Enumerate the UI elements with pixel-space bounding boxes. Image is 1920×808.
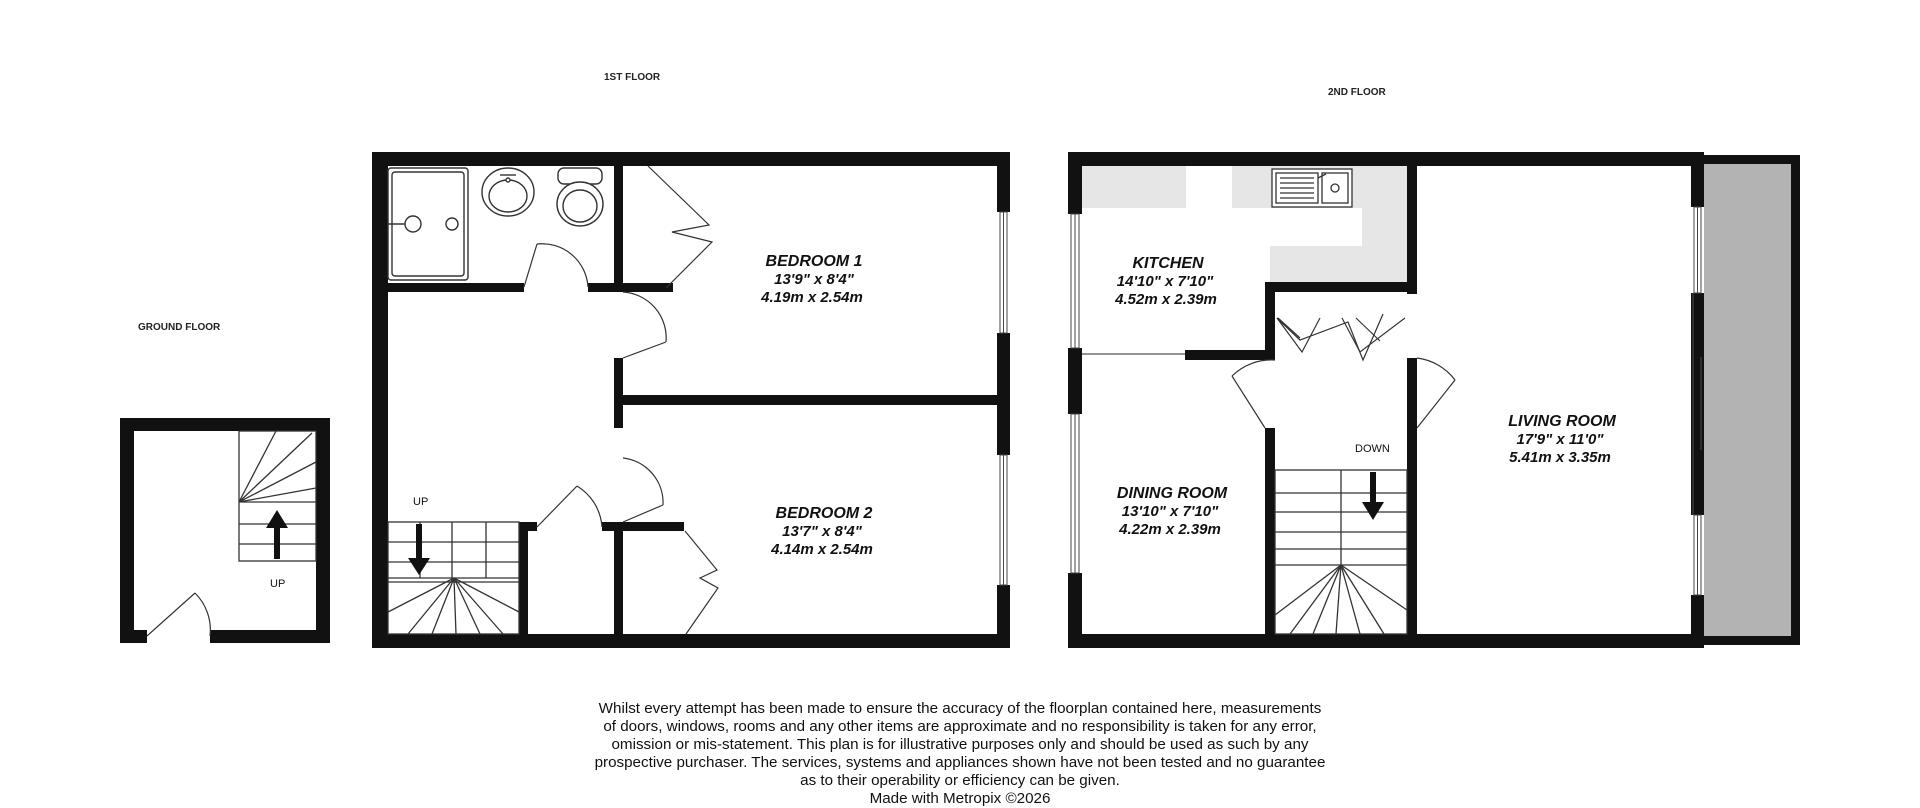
first-floor-stair-label: UP [413,496,429,508]
disclaimer-line: prospective purchaser. The services, systems and appliances shown have not been tested and no guarantee [594,754,1326,771]
disclaimer-line: as to their operability or efficiency can be given. [800,772,1120,789]
living-room-label [1508,413,1616,466]
kitchen-imperial: 14'10" x 7'10" [1116,273,1214,290]
disclaimer-line: of doors, windows, rooms and any other items are approximate and no responsibility is taken for any error, [603,718,1317,735]
bedroom-2-label [770,505,873,558]
living-room-name: LIVING ROOM [1508,413,1616,430]
dining-room-label [1117,485,1228,538]
dining-room-name: DINING ROOM [1116,485,1228,502]
dining-room-imperial: 13'10" x 7'10" [1121,503,1219,520]
ground-stair-up-arrow-icon [266,510,288,559]
bedroom-1-imperial: 13'9" x 8'4" [774,271,854,288]
second-floor-label: 2ND FLOOR [1328,87,1386,98]
metropix-credit: Made with Metropix ©2026 [869,790,1051,807]
ground-stair-label: UP [270,578,286,590]
bedroom-2-name: BEDROOM 2 [775,505,873,522]
kitchen-sink [1272,169,1352,207]
bedroom-1-label [760,253,863,306]
living-room-metric: 5.41m x 3.35m [1509,449,1611,466]
disclaimer-line: omission or mis-statement. This plan is for illustrative purposes only and should be used as such by any [611,736,1309,753]
bedroom-2-metric: 4.14m x 2.54m [771,541,873,558]
bedroom-1-name: BEDROOM 1 [765,253,863,270]
toilet [557,168,603,226]
first-floor-plan [372,152,1010,648]
bedroom-2-imperial: 13'7" x 8'4" [782,523,862,540]
balcony-area [1704,163,1791,638]
second-floor-stair-label: DOWN [1355,443,1390,455]
ground-floor-walls [120,418,330,643]
wash-basin [482,168,534,216]
second-floor-stair-down-arrow-icon [1362,472,1384,520]
bedroom-1-metric: 4.19m x 2.54m [761,289,863,306]
second-floor-staircase [1275,470,1407,634]
first-floor-staircase [388,522,519,634]
first-floor-label: 1ST FLOOR [604,72,661,83]
kitchen-metric: 4.52m x 2.39m [1115,291,1217,308]
disclaimer-line: Whilst every attempt has been made to ensure the accuracy of the floorplan contained here, measurements [598,700,1322,717]
kitchen-worktops [1082,166,1407,282]
kitchen-name: KITCHEN [1132,255,1204,272]
shower-tray [388,168,468,280]
ground-entrance-door [147,593,210,636]
first-floor-stair-arrow-icon [408,524,430,575]
living-room-imperial: 17'9" x 11'0" [1516,431,1604,448]
disclaimer [520,700,1400,808]
ground-floor-label: GROUND FLOOR [138,322,221,333]
ground-floor-plan [120,418,330,643]
kitchen-label [1114,255,1217,308]
dining-room-metric: 4.22m x 2.39m [1119,521,1221,538]
second-floor-plan [1068,152,1800,648]
